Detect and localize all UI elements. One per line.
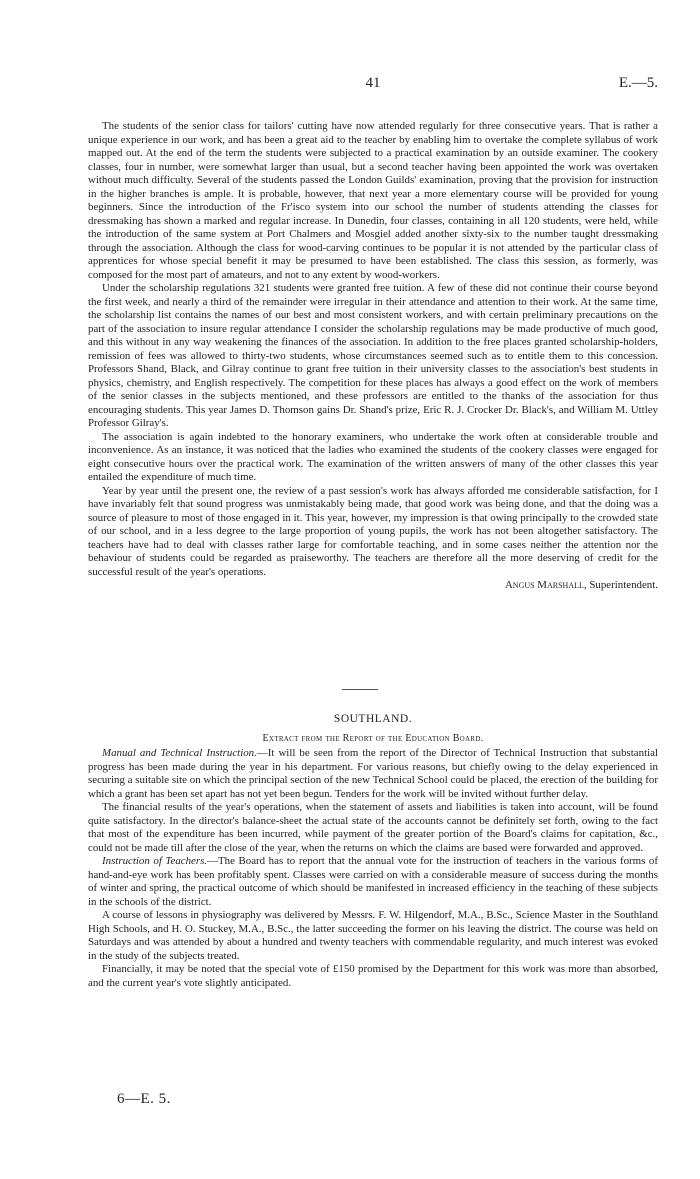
signature-title: , Superintendent. [583,579,658,591]
paragraph-examiners: The association is again indebted to the honorary examiners, who undertake the work often at considerable trouble and inconvenience. As an instance, it was noticed that the ladies who examined the students of the cookery classes were engaged for eight consecutive hours over the practical work. The examination of the written answers of many of the other classes this year entailed the expenditure of much time. [88,430,658,483]
paragraph-text: —It will be seen from the report of the Director of Technical Instruction that substantial progress has been made during the year in his department. For various reasons, but chiefly owing to the delay experienced in securing a suitable site on which the principal section of the new Technical School could be placed, the erection of the building for which a grant has been set apart has not yet been begun. Tenders for the work will be invited without further delay. [88,747,658,800]
paragraph-special-vote: Financially, it may be noted that the special vote of £150 promised by the Department for this work was more than absorbed, and the current year's vote slightly anticipated. [88,963,658,989]
signature [88,579,658,593]
section-divider [342,689,378,690]
paragraph-heading: Manual and Technical Instruction. [102,747,257,759]
signature-name: Angus Marshall [504,579,584,591]
paragraph-text: —The Board has to report that the annual vote for the instruction of teachers in the various forms of hand-and-eye work has been profitably spent. Classes were carried on with a considerable measure of success during the months of winter and spring, the practical outcome of which should be manifested in increased efficiency in the teaching of these subjects in the schools of the district. [88,855,659,908]
otago-report-body [88,120,658,593]
paragraph-review-text: Year by year until the present one, the review of a past session's work has always afforded me considerable satisfaction, for I have invariably felt that sound progress was unmistakably being made, that good work was being done, and that the doing was a source of pleasure to most of those engaged in it. This year, however, my impression is that owing principally to the crowded state of our school, and in a less degree to the large proportion of young pupils, the work has not been altogether satisfactory. The teachers have had to deal with classes rather large for comfortable teaching, and in some cases neither the attention nor the behaviour of students could be regarded as praiseworthy. The teachers are therefore all the more deserving of credit for the successful result of the year's operations. [88,484,658,578]
paragraph-financial-results: The financial results of the year's operations, when the statement of assets and liabilities is taken into account, will be found quite satisfactory. In the director's balance-sheet the actual state of the accounts cannot be definitely set forth, owing to the fact that most of the expenditure has been incurred, while payment of the greater portion of the Board's claims for capitation, &c., could not be made till after the close of the year, when the returns on which the claims are based were forwarded and approved. [88,801,658,854]
paragraph-manual-technical [88,747,658,801]
paragraph-scholarships: Under the scholarship regulations 321 students were granted free tuition. A few of these did not continue their course beyond the first week, and nearly a third of the remainder were irregular in their attendance and attention to their work. At the same time, the scholarship list contains the names of our best and most consistent workers, and with certain preliminary precautions on the part of the association to insure regular attendance I consider the scholarship regulations may be made productive of much good, and this without in any way weakening the finances of the association. In addition to the free places granted scholarship-holders, remission of fees was allowed to thirty-two students, whose circumstances seemed such as to entitle them to this concession. Professors Shand, Black, and Gilray continue to grant free tuition in their university classes to the association's best students in physics, chemistry, and English respectively. The competition for these places has always a good effect on the work of members of the senior classes in the subjects mentioned, and these professors are entitled to the thanks of the association for thus encouraging students. This year James D. Thomson gains Dr. Shand's prize, Eric R. J. Crocker Dr. Black's, and William M. Uttley Professor Gilray's. [88,282,658,429]
section-title: SOUTHLAND. [333,713,413,725]
series-code: E.—5. [618,75,658,91]
page-header [88,75,658,95]
paragraph-tailoring-cookery: The students of the senior class for tailors' cutting have now attended regularly for three consecutive years. That is rather a unique experience in our work, and has been a great aid to the teacher by enabling him to overtake the complete syllabus of work mapped out. At the end of the term the students were subjected to a practical examination by an outside examiner. The cookery classes, four in number, were somewhat larger than usual, but a second teacher having been appointed the work was overtaken without much difficulty. Several of the students passed the London Guilds' examination, proving that the provision for instruction in the higher branches is ample. It is probable, however, that next year a more elementary course will be provided for young beginners. Since the introduction of the Fr'isco system into our school the number of students attending the classes for dressmaking has shown a marked and regular increase. In Dunedin, four classes, containing in all 120 students, were held, while the introduction of the same system at Port Chalmers and Mosgiel added another sixty-six to the number taught dressmaking through the association. Although the class for wood-carving continues to be popular it is not attended by the particular class of apprentices for whose special benefit it may be presumed to have been established. The class this session, as formerly, was composed for the most part of amateurs, and not to any extent by wood-workers. [88,120,658,281]
page-number: 41 [365,75,381,91]
signature-mark: 6—E. 5. [117,1091,171,1107]
paragraph-heading: Instruction of Teachers. [102,855,208,867]
paragraph-review [88,485,658,593]
southland-report-body [88,747,658,990]
section-subtitle: Extract from the Report of the Education Board. [262,733,484,744]
paragraph-physiography: A course of lessons in physiography was delivered by Messrs. F. W. Hilgendorf, M.A., B.Sc., Science Master in the Southland High Schools, and H. O. Stuckey, M.A., B.Sc., the latter succeeding the former on his leaving the district. The course was held on Saturdays and was attended by about a hundred and twenty teachers with commendable regularity, and much interest was evoked in the study of the subjects treated. [88,909,658,962]
paragraph-instruction-teachers [88,855,658,909]
